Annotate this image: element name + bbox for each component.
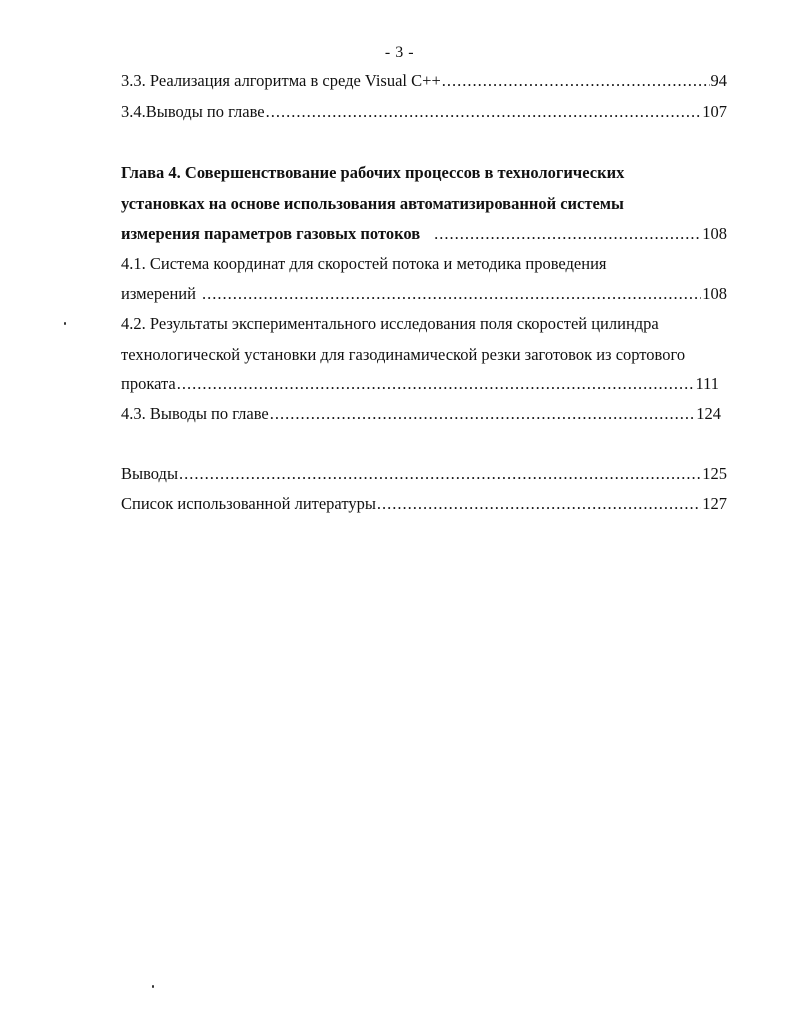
- toc-entry-page: 107: [702, 102, 727, 121]
- dot-leader: [177, 374, 695, 394]
- dot-leader: [270, 404, 696, 424]
- toc-entry-references: [121, 494, 727, 514]
- section-4-2-title-line-2: технологической установки для газодинамической резки заготовок из сортового: [121, 345, 686, 364]
- toc-entry-title: 4.3. Выводы по главе: [121, 404, 269, 423]
- toc-entry-title: 3.4.Выводы по главе: [121, 102, 265, 121]
- toc-entry-page: 111: [695, 374, 719, 393]
- dot-leader: [434, 224, 701, 244]
- chapter-4-title-line-2: установках на основе использования автоматизированной системы: [121, 194, 624, 213]
- chapter-4-title-line-1: Глава 4. Совершенствование рабочих процессов в технологических: [121, 163, 625, 182]
- toc-entry-page: 127: [702, 494, 727, 513]
- toc-entry-page: 125: [702, 464, 727, 483]
- toc-entry-4-1: [121, 284, 727, 304]
- dot-leader: [266, 102, 702, 122]
- dot-leader: [179, 464, 701, 484]
- scan-speck: [64, 322, 66, 325]
- toc-entry-title: измерения параметров газовых потоков: [121, 224, 421, 243]
- dot-leader: [377, 494, 701, 514]
- toc-entry-page: 94: [710, 71, 727, 90]
- scan-speck: [152, 985, 154, 988]
- page-number: - 3 -: [384, 44, 415, 61]
- toc-entry-conclusions: [121, 464, 727, 484]
- toc-entry-page: 124: [696, 404, 721, 423]
- toc-entry-page: 108: [702, 224, 727, 243]
- toc-entry-title: измерений: [121, 284, 196, 303]
- dot-leader: [202, 284, 701, 304]
- toc-entry-4-3: [121, 404, 721, 424]
- toc-entry-chapter-4: [121, 224, 727, 244]
- toc-entry-title: 3.3. Реализация алгоритма в среде Visual C++: [121, 71, 441, 90]
- toc-entry-title: проката: [121, 374, 176, 393]
- toc-entry-page: 108: [702, 284, 727, 303]
- toc-entry-4-2: [121, 374, 719, 394]
- toc-entry-title: Выводы: [121, 464, 179, 483]
- dot-leader: [442, 71, 710, 91]
- toc-entry-title: Список использованной литературы: [121, 494, 376, 513]
- section-4-2-title-line-1: 4.2. Результаты экспериментального исследования поля скоростей цилиндра: [121, 314, 659, 333]
- section-4-1-title-line-1: 4.1. Система координат для скоростей потока и методика проведения: [121, 254, 607, 273]
- toc-entry-3-3: [121, 71, 727, 91]
- toc-entry-3-4: [121, 102, 727, 122]
